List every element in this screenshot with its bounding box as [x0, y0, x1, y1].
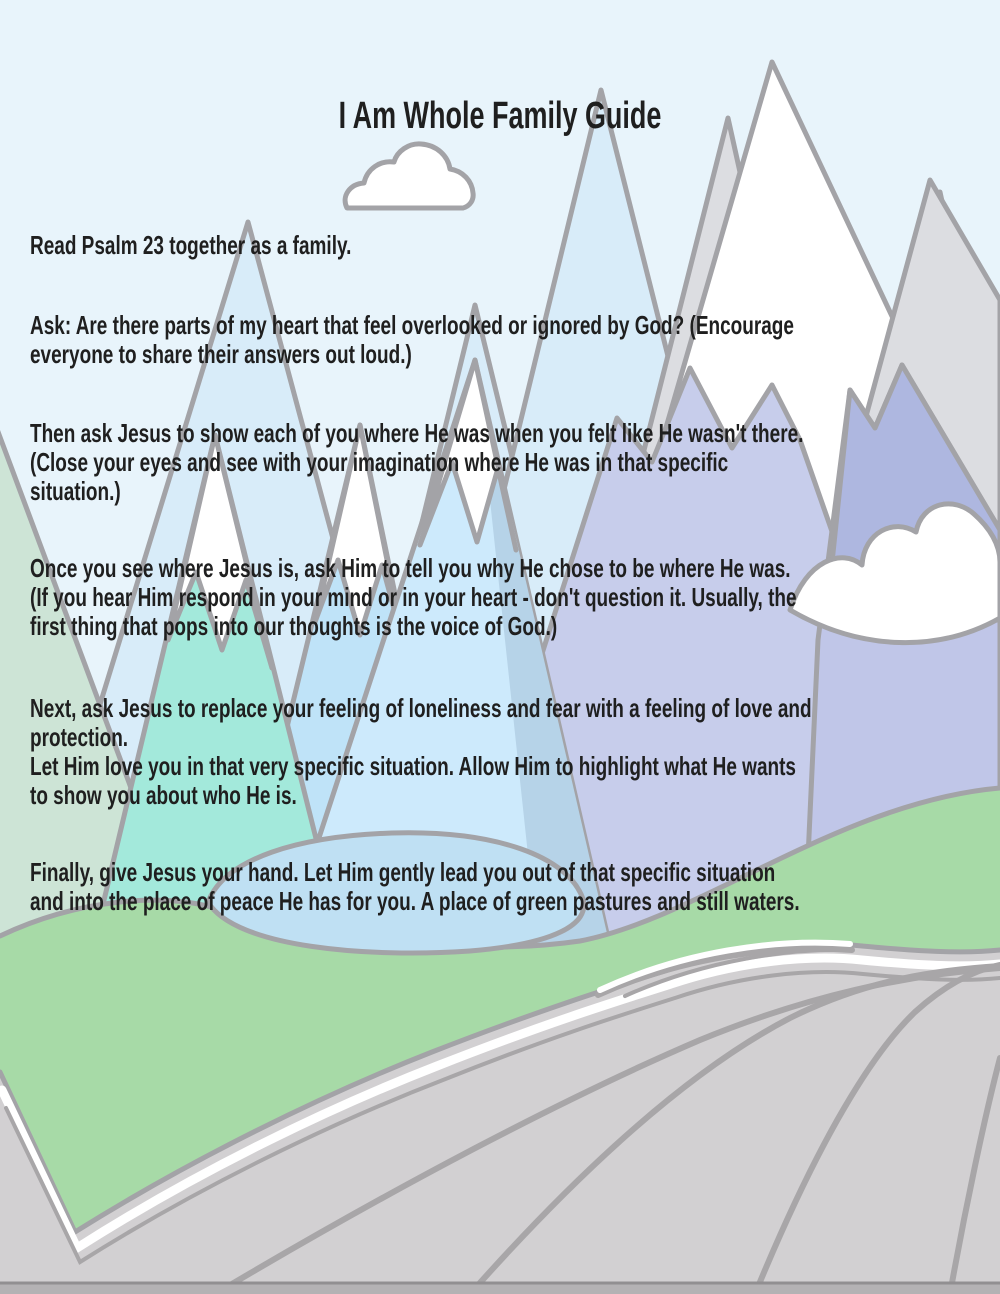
text-line: Next, ask Jesus to replace your feeling of loneliness and fear with a feeling of love and	[30, 693, 812, 723]
text-line: to show you about who He is.	[30, 780, 297, 810]
text-line: Once you see where Jesus is, ask Him to tell you why He chose to be where He was.	[30, 553, 791, 583]
text-line: and into the place of peace He has for you. A place of green pastures and still waters.	[30, 886, 800, 916]
text-line: Ask: Are there parts of my heart that feel overlooked or ignored by God? (Encourage	[30, 310, 794, 340]
text-line: situation.)	[30, 476, 121, 506]
paragraph-finally	[30, 858, 800, 916]
text-line: everyone to share their answers out loud.)	[30, 339, 412, 369]
text-line: first thing that pops into our thoughts is the voice of God.)	[30, 611, 558, 641]
text-line: Finally, give Jesus your hand. Let Him gently lead you out of that specific situation	[30, 857, 776, 887]
paragraph-read-psalm	[30, 231, 351, 260]
text-line: protection.	[30, 722, 129, 752]
page-title: I Am Whole Family Guide	[338, 95, 662, 138]
text-line: (If you hear Him respond in your mind or in your heart - don't question it. Usually, the	[30, 582, 797, 612]
text-line: (Close your eyes and see with your imagination where He was in that specific	[30, 447, 729, 477]
paragraph-then-ask	[30, 419, 803, 506]
text-line: Then ask Jesus to show each of you where He was when you felt like He wasn't there.	[30, 418, 804, 448]
paragraph-ask	[30, 311, 794, 369]
text-line: Read Psalm 23 together as a family.	[30, 230, 352, 260]
paragraph-once-you-see	[30, 554, 797, 641]
bottom-strip	[0, 1283, 1000, 1294]
text-line: Let Him love you in that very specific situation. Allow Him to highlight what He wants	[30, 751, 796, 781]
paragraph-next-ask	[30, 694, 812, 810]
